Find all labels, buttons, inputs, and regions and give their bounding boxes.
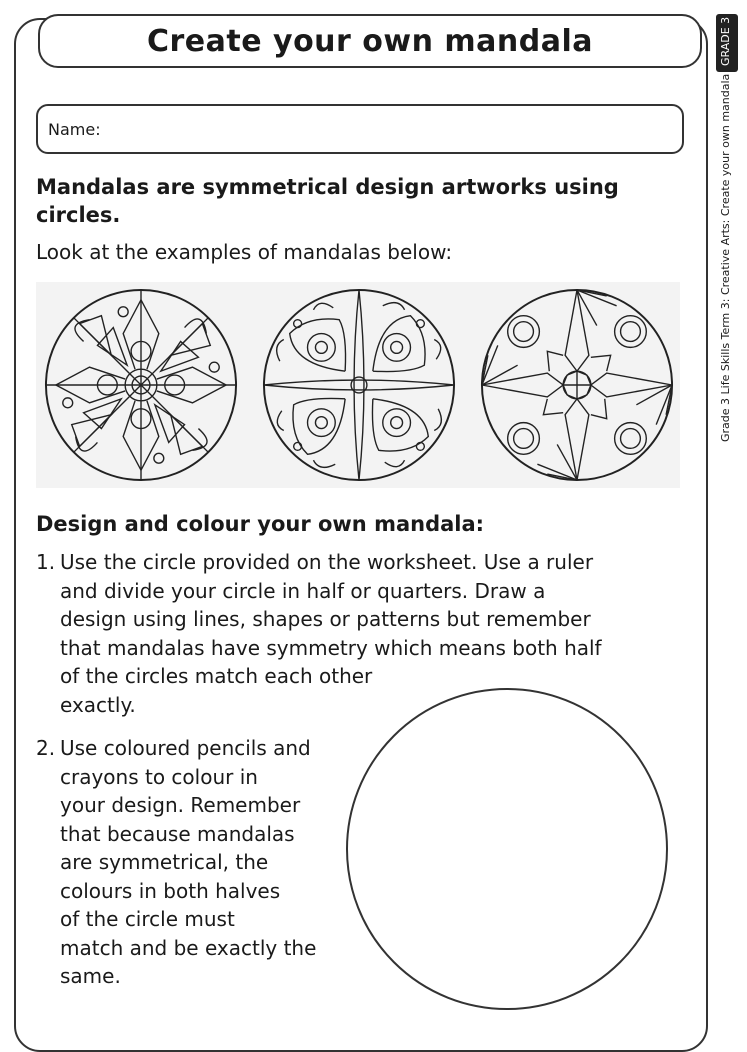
- step-1-line: design using lines, shapes or patterns but remember: [60, 607, 591, 631]
- grade-label: GRADE 3: [719, 16, 732, 66]
- step-1-line: and divide your circle in half or quarters. Draw a: [60, 578, 546, 603]
- name-field[interactable]: [36, 104, 684, 154]
- step-1-number: 1.: [36, 550, 56, 574]
- step-1-line: Use the circle provided on the worksheet. Use a ruler: [60, 550, 594, 574]
- mandala-example-2: [256, 286, 462, 484]
- title-banner: [38, 14, 702, 68]
- mandala-example-3: [474, 286, 680, 484]
- step-2-line: colours in both halves: [60, 878, 281, 903]
- intro-text: Look at the examples of mandalas below:: [36, 240, 453, 264]
- step-2-line: match and be exactly the: [60, 935, 317, 960]
- step-2-number: 2.: [36, 736, 56, 760]
- side-caption-strip: [715, 0, 739, 1024]
- name-label: Name:: [48, 119, 101, 139]
- step-2-line: of the circle must: [60, 907, 235, 931]
- step-1-line: of the circles match each other: [60, 664, 373, 688]
- step-2-line: your design. Remember: [60, 793, 301, 817]
- step-2-line: Use coloured pencils and: [60, 736, 311, 760]
- instructions-heading: Design and colour your own mandala:: [36, 512, 485, 536]
- step-2-line: are symmetrical, the: [60, 850, 269, 874]
- side-caption: Grade 3 Life Skills Term 3: Creative Arts: Create your own mandala: [719, 73, 732, 442]
- step-2-line: that because mandalas: [60, 821, 295, 846]
- drawing-circle[interactable]: [346, 688, 668, 1010]
- step-1-line: that mandalas have symmetry which means both half: [60, 635, 602, 660]
- step-2-line: same.: [60, 964, 121, 988]
- intro-heading: Mandalas are symmetrical design artworks using circles.: [36, 175, 619, 227]
- page-title: Create your own mandala: [146, 23, 594, 59]
- step-1-line: exactly.: [60, 692, 136, 717]
- mandala-examples: [36, 282, 680, 488]
- step-2: [36, 734, 316, 991]
- step-2-line: crayons to colour in: [60, 764, 258, 789]
- mandala-example-1: [38, 286, 244, 484]
